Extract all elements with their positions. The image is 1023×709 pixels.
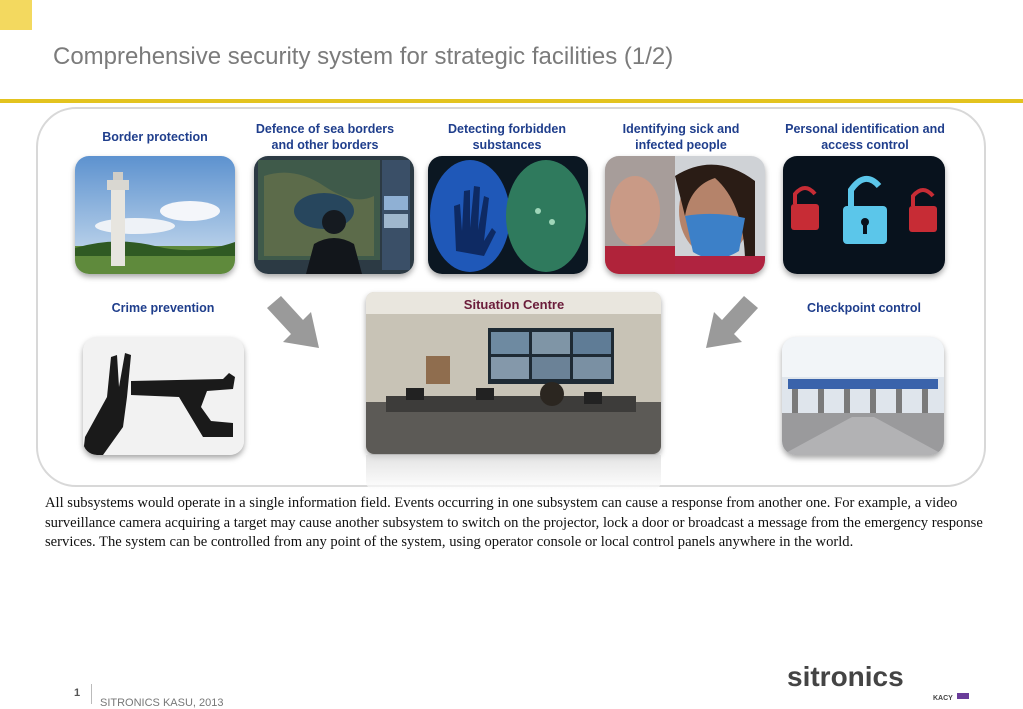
description-paragraph: All subsystems would operate in a single information field. Events occurring in one subsystem can cause a response from another one. For example, a video surveillance camera acquiring a target may cause another subsystem to switch on the projector, lock a door or broadcast a message from the emergency response services. The system can be controlled from any point of the system, using operator console or local control panels anywhere in the world. [45,495,983,550]
sick-people-image [605,156,765,274]
corner-accent [0,0,32,30]
title-underline [0,99,1023,103]
logo-subtext: KACY [933,695,953,702]
caption-access-control: Personal identification and access control [785,122,945,152]
caption-forbidden-substances: Detecting forbidden substances [447,122,567,152]
sitronics-logo [787,660,971,704]
caption-situation-centre: Situation Centre [463,297,565,312]
caption-crime-prevention: Crime prevention [111,301,215,315]
situation-centre-image [366,292,661,454]
caption-checkpoint-control: Checkpoint control [807,301,921,315]
access-control-image [783,156,945,274]
page-number: 1 [74,687,81,699]
arrow-down-right-icon [263,294,325,352]
arrow-down-left-icon [700,294,762,352]
situation-centre-reflection [366,455,661,491]
crime-prevention-image [83,337,244,455]
slide-title: Comprehensive security system for strategic facilities (1/2) [53,43,674,70]
sea-borders-image [254,156,414,274]
footer-text: SITRONICS KASU, 2013 [100,697,224,709]
logo-purple-mark [957,693,969,699]
footer-divider [91,684,92,704]
caption-border-protection: Border protection [102,130,208,144]
border-tower-image [75,156,235,274]
logo-wordmark: sitronics [787,661,904,692]
caption-sick-people: Identifying sick and infected people [622,122,740,152]
substance-detection-image [428,156,588,274]
checkpoint-image [782,337,944,455]
caption-sea-borders: Defence of sea borders and other borders [255,122,395,152]
